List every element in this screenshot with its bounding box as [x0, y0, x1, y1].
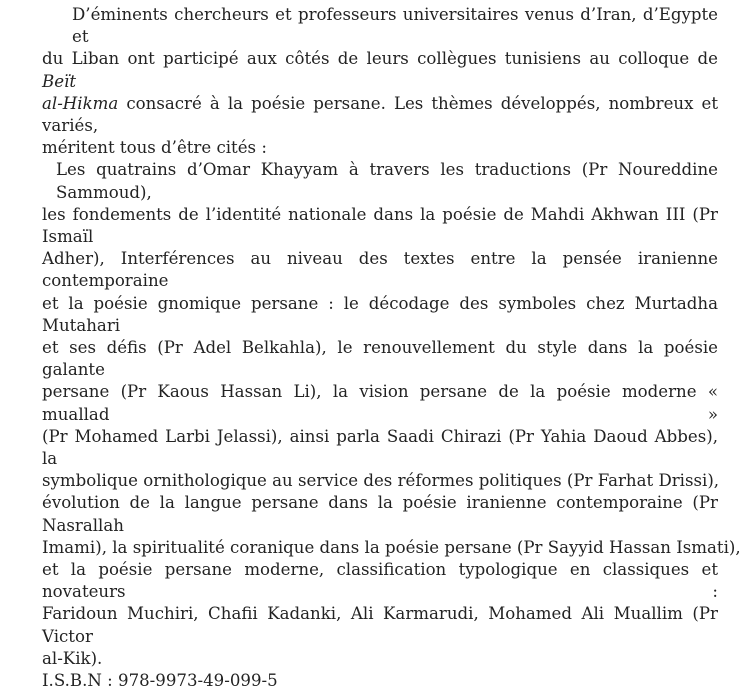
topics-line: les fondements de l’identité nationale dans la poésie de Mahdi Akhwan III (Pr Ismaïl: [42, 204, 718, 247]
intro-line-text: du Liban ont participé aux côtés de leurs collègues tunisiens au colloque de: [42, 49, 718, 69]
topics-paragraph: [42, 159, 741, 670]
intro-line: D’éminents chercheurs et professeurs universitaires venus d’Iran, d’Egypte et: [72, 5, 718, 47]
topics-line: al-Kik).: [42, 648, 103, 668]
isbn-line: I.S.B.N : 978-9973-49-099-5: [42, 671, 278, 691]
document-page: [42, 4, 741, 692]
topics-line: (Pr Mohamed Larbi Jelassi), ainsi parla Saadi Chirazi (Pr Yahia Daoud Abbes), la: [42, 426, 718, 469]
topics-line: et ses défis (Pr Adel Belkahla), le renouvellement du style dans la poésie galante: [42, 338, 718, 380]
topics-line: et la poésie persane moderne, classification typologique en classiques et novateurs :: [42, 560, 718, 602]
intro-line-text: consacré à la poésie persane. Les thèmes développés, nombreux et variés,: [42, 93, 719, 136]
topics-line: symbolique ornithologique au service des réformes politiques (Pr Farhat Drissi),: [42, 471, 720, 491]
topics-line: Adher), Interférences au niveau des textes entre la pensée iranienne contemporaine: [42, 249, 718, 291]
intro-paragraph: [42, 4, 718, 159]
intro-line: [42, 48, 718, 92]
intro-line: méritent tous d’être cités :: [42, 138, 267, 158]
topics-line: évolution de la langue persane dans la poésie iranienne contemporaine (Pr Nasrallah: [42, 493, 718, 535]
topics-line: Les quatrains d’Omar Khayyam à travers les traductions (Pr Noureddine Sammoud),: [56, 160, 718, 202]
institution-name-part2: al-Hikma: [42, 93, 119, 113]
topics-line: Imami), la spiritualité coranique dans la poésie persane (Pr Sayyid Hassan Ismati),: [42, 537, 741, 557]
topics-line: et la poésie gnomique persane : le décodage des symboles chez Murtadha Mutahari: [42, 293, 718, 335]
topics-line: Faridoun Muchiri, Chafii Kadanki, Ali Karmarudi, Mohamed Ali Muallim (Pr Victor: [42, 604, 718, 646]
intro-line: [42, 93, 718, 137]
institution-name-part1: Beït: [42, 71, 76, 91]
topics-line: persane (Pr Kaous Hassan Li), la vision persane de la poésie moderne « muallad »: [42, 382, 718, 424]
